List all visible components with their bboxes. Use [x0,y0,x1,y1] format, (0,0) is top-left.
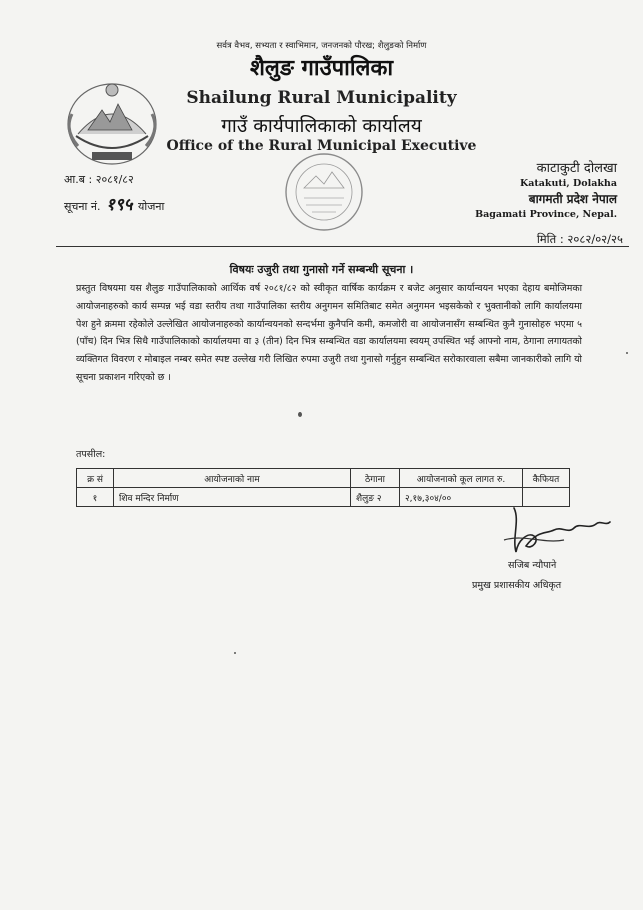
cell-total-cost: २,१७,३०४/०० [400,488,523,507]
column-header-address: ठेगाना [351,469,400,488]
column-header-project-name: आयोजनाको नाम [114,469,351,488]
ink-speck [298,412,302,417]
notice-body: प्रस्तुत विषयमा यस शैलुङ गाउँपालिकाको आर्थिक वर्ष २०८१/८२ को स्वीकृत वार्षिक कार्यक्रम र बजेट अनुसार कार्यान्वयन भएका देहाय बमोजिमका आयोजनाहरुको कार्य सम्पन्न भई वडा स्तरीय तथा गाउँपालिका स्तरीय अनुगमन समितिबाट समेत अनुगमन भइसकेको र भुक्तानीको लागि कार्यालयमा पेश हुने क्रममा रहेकोले उल्लेखित आयोजनाहरुको कार्यान्वयनको सन्दर्भमा कुनैपनि कमी, कमजोरी वा आयोजनासँग सम्बन्धित कुनै गुनासोहरु भएमा ५ (पाँच) दिन भित्र सिधै गाउँपालिकाको कार्यालयमा वा ३ (तीन) दिन भित्र सम्बन्धित वडा कार्यालयमा स्वयम् उपस्थित भई आफ्नो नाम, ठेगाना लगायतको व्यक्तिगत विवरण र मोबाइल नम्बर समेत स्पष्ट उल्लेख गरी लिखित रुपमा उजुरी तथा गुनासो गर्नुहुन सम्बन्धित सरोकारवाला सबैमा जानकारीको लागि यो सूचना प्रकाशन गरिएको छ । [76,283,582,383]
office-name-np: गाउँ कार्यपालिकाको कार्यालय [221,115,422,137]
address-line-4: Bagamati Province, Nepal. [475,209,617,220]
subject-line: विषयः उजुरी तथा गुनासो गर्ने सम्बन्धी सूचना । [229,263,414,276]
address-line-2: Katakuti, Dolakha [519,178,617,189]
column-header-total-cost: आयोजनाको कूल लागत रु. [400,469,523,488]
office-name-en: Office of the Rural Municipal Executive [166,138,477,154]
table-header-row [77,469,570,488]
cell-project-name: शिव मन्दिर निर्माण [114,488,351,507]
signatory-title: प्रमुख प्रशासकीय अधिकृत [472,580,562,591]
address-block [475,158,617,220]
attached-label: तपसील: [76,449,106,460]
notice-number-value: १९५ [105,195,133,215]
address-line-1: काटाकुटी दोलखा [536,161,617,176]
municipality-name-en: Shailung Rural Municipality [186,88,457,108]
municipality-name-np: शैलुङ गाउँपालिका [249,56,394,81]
office-seal-icon [274,150,374,236]
header-divider [56,246,629,247]
notice-date: मिति : २०८२/०२/२५ [536,232,623,246]
handwritten-signature-icon [484,500,614,560]
motto: सर्वत्र वैभव, सभ्यता र स्वाभिमान, जनजनको पौरख; शैलुङको निर्माण [216,41,427,51]
notice-number [64,192,164,215]
fiscal-year: आ.ब : २०८१/८२ [64,173,134,186]
ink-speck [234,652,236,654]
ink-speck [626,352,628,354]
signatory-name: सजिब न्यौपाने [508,560,557,571]
column-header-remarks: कैफियत [523,469,570,488]
address-line-3: बागमती प्रदेश नेपाल [528,192,617,206]
cell-serial: १ [77,488,114,507]
notice-prefix: सूचना नं. [64,200,101,213]
column-header-serial: क्र सं [77,469,114,488]
notice-suffix: योजना [138,200,165,213]
cell-address: शैलुङ २ [351,488,400,507]
